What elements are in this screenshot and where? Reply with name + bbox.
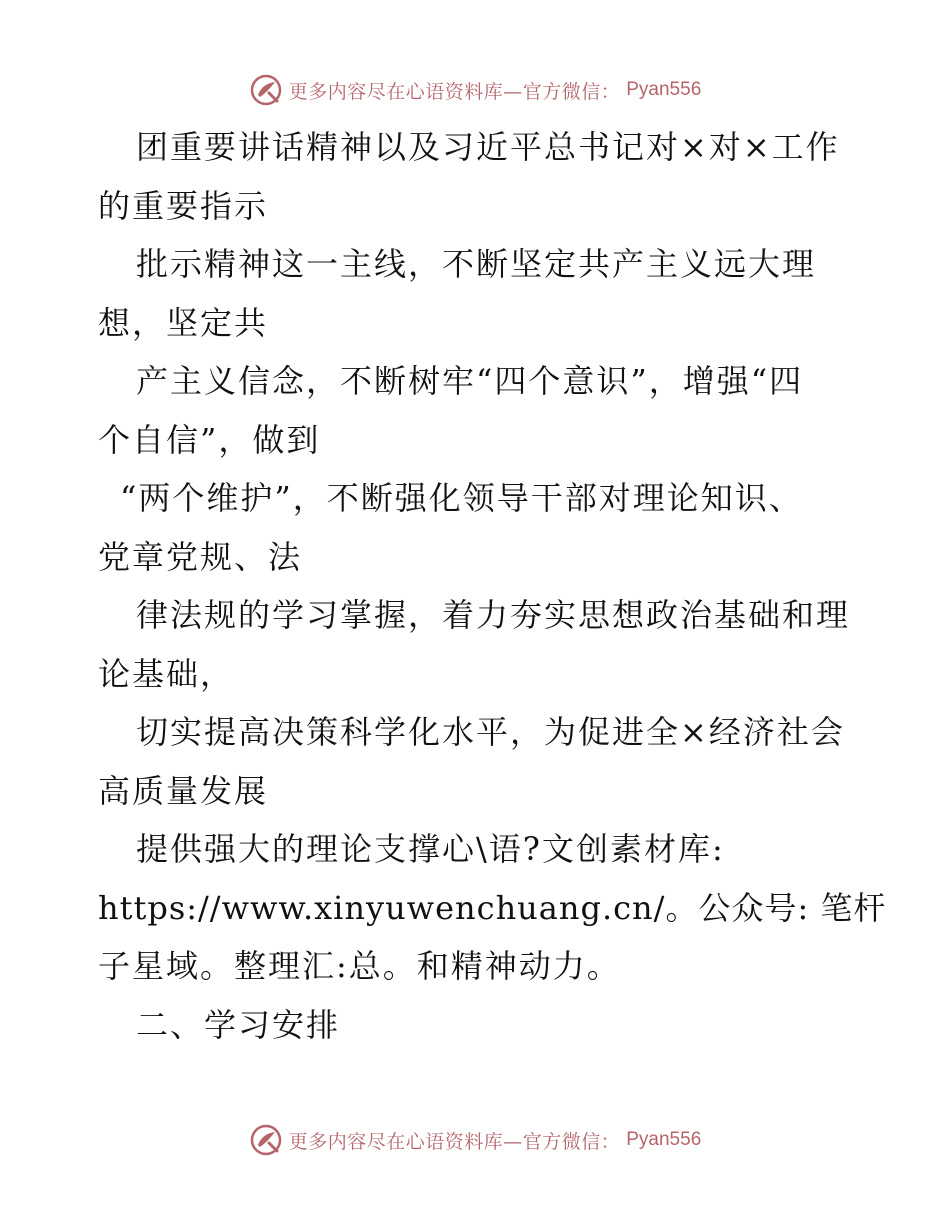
section-heading: 二、学习安排 — [136, 1005, 341, 1044]
text-line: 律法规的学习掌握，着力夯实思想政治基础和理 — [136, 596, 851, 634]
text-line: 提供强大的理论支撑心\语?文创素材库: — [136, 830, 725, 868]
text-line: 产主义信念，不断树牢“四个意识”，增强“四 — [136, 362, 804, 400]
footer-watermark — [0, 1120, 950, 1160]
text-line: 的重要指示 — [98, 186, 269, 225]
text-line: 高质量发展 — [98, 771, 269, 810]
text-line: 党章党规、法 — [98, 537, 303, 576]
text-line: 论基础， — [98, 654, 235, 693]
brand-logo-icon — [249, 1123, 283, 1157]
text-line: 个自信”，做到 — [98, 420, 321, 459]
watermark-wechat-id: Pyan556 — [626, 79, 702, 100]
document-body — [98, 118, 887, 1054]
watermark-text: 更多内容尽在心语资料库—官方微信： — [288, 80, 621, 103]
watermark-wechat-id: Pyan556 — [626, 1129, 702, 1150]
header-watermark — [0, 70, 950, 110]
text-line: 批示精神这一主线，不断坚定共产主义远大理 — [136, 245, 817, 283]
text-line: 想，坚定共 — [98, 303, 269, 342]
watermark-text: 更多内容尽在心语资料库—官方微信： — [288, 1130, 621, 1153]
brand-logo-icon — [249, 73, 283, 107]
text-line: 切实提高决策科学化水平，为促进全×经济社会 — [136, 713, 845, 751]
text-line-url: https://www.xinyuwenchuang.cn/。公众号: 笔杆 — [98, 888, 887, 927]
text-line: 子星域。整理汇:总。和精神动力。 — [98, 947, 621, 985]
text-line: “两个维护”，不断强化领导干部对理论知识、 — [120, 479, 803, 517]
text-line: 团重要讲话精神以及习近平总书记对×对×工作 — [136, 128, 840, 166]
